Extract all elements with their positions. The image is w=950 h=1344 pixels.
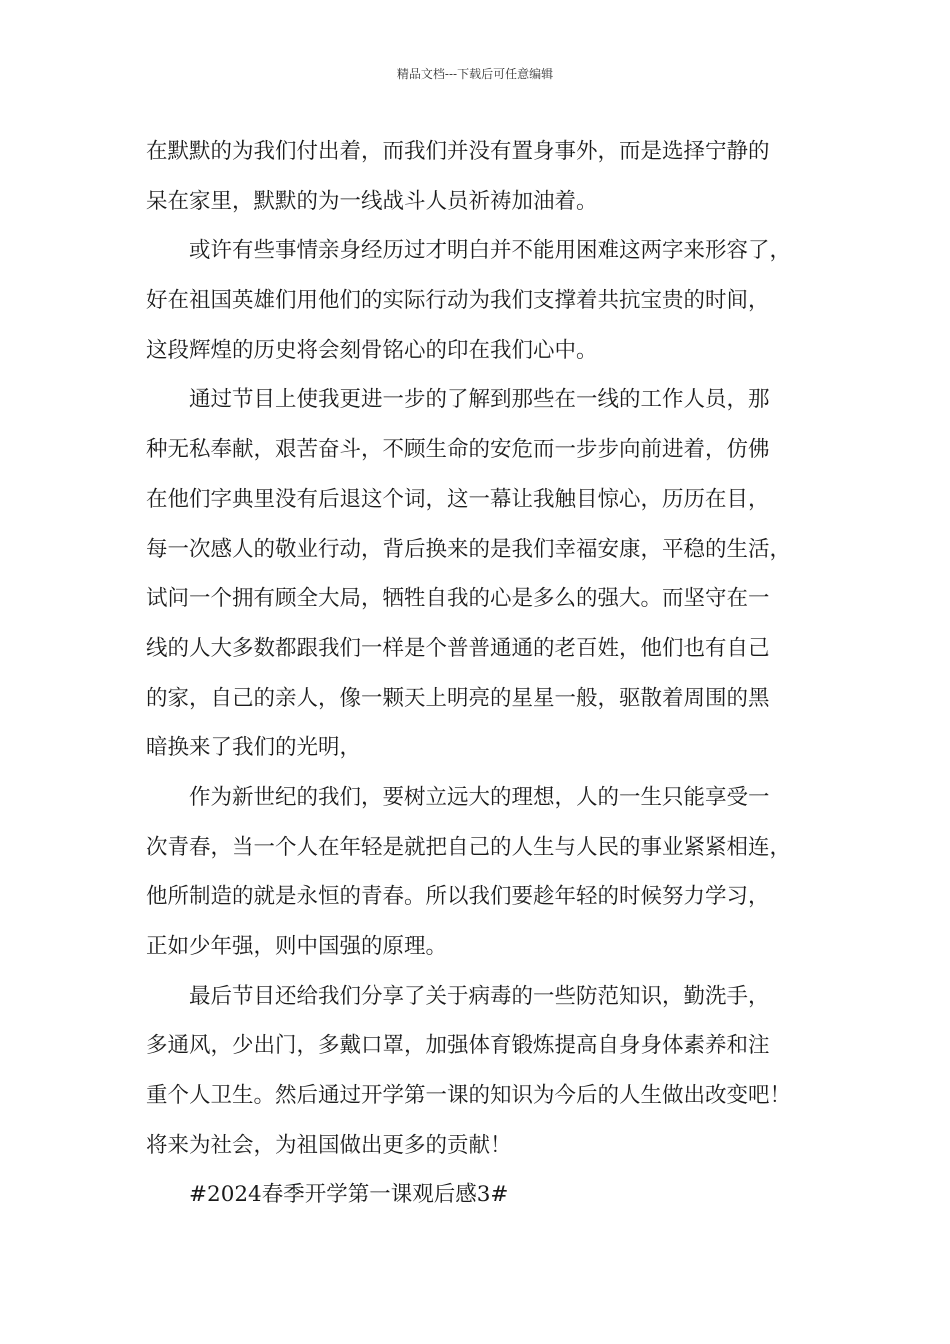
text-line: 暗换来了我们的光明， xyxy=(146,735,362,761)
paragraph-first-line: 通过节目上使我更进一步的了解到那些在一线的工作人员，那 xyxy=(189,387,770,413)
text-line: 呆在家里，默默的为一线战斗人员祈祷加油着。 xyxy=(146,188,598,214)
text-line: 每一次感人的敬业行动，背后换来的是我们幸福安康，平稳的生活， xyxy=(146,536,792,562)
paragraph-first-line: 作为新世纪的我们，要树立远大的理想，人的一生只能享受一 xyxy=(189,784,770,810)
text-line: 将来为社会，为祖国做出更多的贡献！ xyxy=(146,1132,512,1158)
text-line: 次青春，当一个人在年轻是就把自己的人生与人民的事业紧紧相连， xyxy=(146,834,792,860)
text-line: 好在祖国英雄们用他们的实际行动为我们支撑着共抗宝贵的时间， xyxy=(146,288,770,314)
section-heading: #2024春季开学第一课观后感3# xyxy=(189,1182,509,1208)
paragraph-first-line: 或许有些事情亲身经历过才明白并不能用困难这两字来形容了， xyxy=(189,238,792,264)
text-line: 的家，自己的亲人，像一颗天上明亮的星星一般，驱散着周围的黑 xyxy=(146,685,770,711)
text-line: 重个人卫生。然后通过开学第一课的知识为今后的人生做出改变吧！ xyxy=(146,1083,792,1109)
text-line: 试问一个拥有顾全大局，牺牲自我的心是多么的强大。而坚守在一 xyxy=(146,586,770,612)
text-line: 他所制造的就是永恒的青春。所以我们要趁年轻的时候努力学习， xyxy=(146,884,770,910)
text-line: 这段辉煌的历史将会刻骨铭心的印在我们心中。 xyxy=(146,337,598,363)
text-line: 线的人大多数都跟我们一样是个普普通通的老百姓，他们也有自己 xyxy=(146,635,770,661)
text-line: 在他们字典里没有后退这个词，这一幕让我触目惊心，历历在目， xyxy=(146,486,770,512)
text-line: 在默默的为我们付出着，而我们并没有置身事外，而是选择宁静的 xyxy=(146,139,770,164)
text-line: 正如少年强，则中国强的原理。 xyxy=(146,934,448,959)
paragraph-first-line: 最后节目还给我们分享了关于病毒的一些防范知识，勤洗手， xyxy=(189,983,770,1009)
page-header: 精品文档---下载后可任意编辑 xyxy=(396,67,554,81)
document-body xyxy=(146,127,826,1220)
text-line: 多通风，少出门，多戴口罩，加强体育锻炼提高自身身体素养和注 xyxy=(146,1033,770,1059)
text-line: 种无私奉献，艰苦奋斗，不顾生命的安危而一步步向前进着，仿佛 xyxy=(146,437,770,463)
